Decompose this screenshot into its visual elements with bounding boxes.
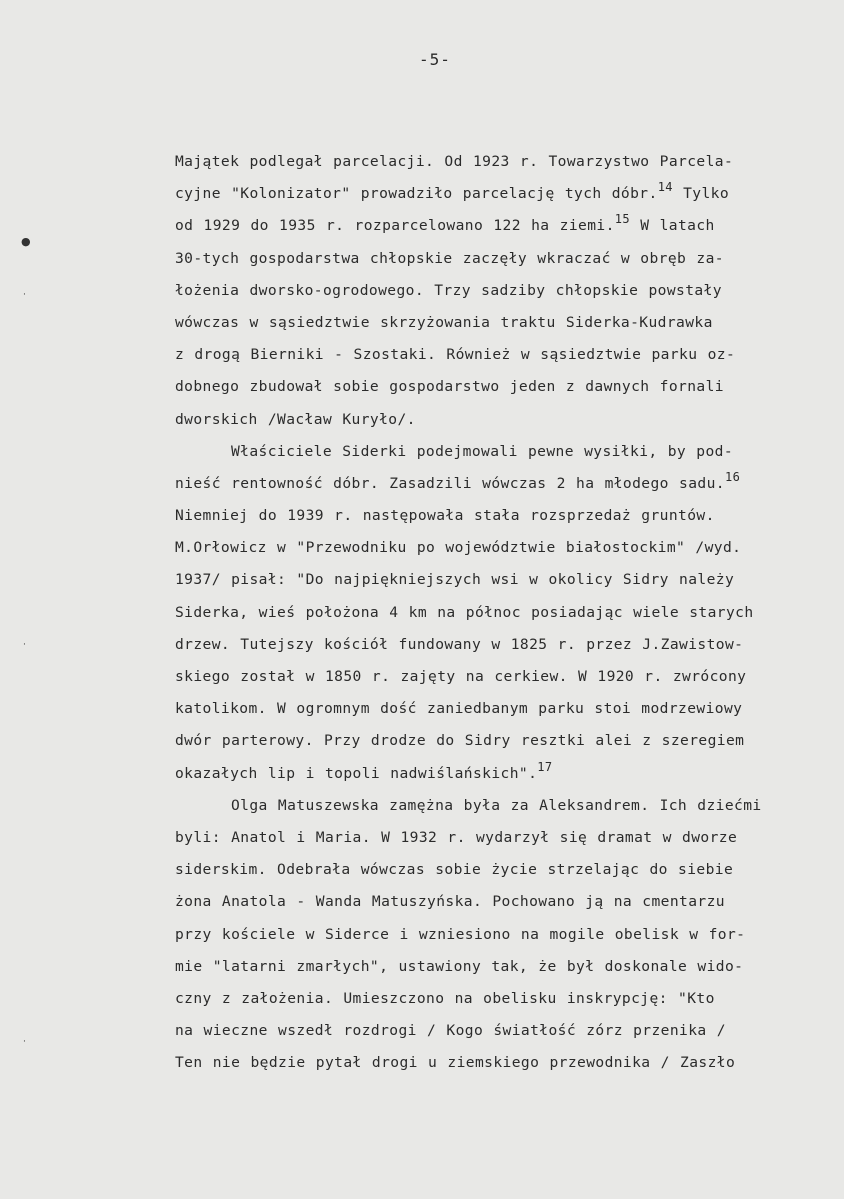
text-line [175, 532, 825, 564]
text-line [175, 597, 825, 629]
line-text: byli: Anatol i Maria. W 1932 r. wydarzył się dramat w dworze [175, 828, 738, 846]
line-text: wówczas w sąsiedztwie skrzyżowania traktu Siderka-Kudrawka [175, 313, 713, 331]
line-text: okazałych lip i topoli nadwiślańskich". [175, 764, 538, 782]
text-line [175, 790, 825, 822]
text-line [175, 1015, 825, 1047]
footnote-marker: 15 [614, 212, 631, 227]
text-line [175, 854, 825, 886]
line-text: Ten nie będzie pytał drogi u ziemskiego przewodnika / Zaszło [175, 1054, 736, 1072]
text-line [175, 661, 825, 693]
line-text: cyjne "Kolonizator" prowadziło parcelację tych dóbr. [175, 185, 658, 203]
line-text: katolikom. W ogromnym dość zaniedbanym parku stoi modrzewiowy [175, 700, 743, 718]
text-line [175, 178, 825, 210]
line-text: dwór parterowy. Przy drodze do Sidry resztki alei z szeregiem [175, 732, 745, 750]
line-text: na wieczne wszedł rozdrogi / Kogo światłość zórz przenika / [175, 1022, 726, 1040]
footnote-marker: 14 [657, 180, 673, 195]
line-text: nieść rentowność dóbr. Zasadzili wówczas 2 ha młodego sadu. [175, 474, 725, 492]
line-text: Niemniej do 1939 r. następowała stała rozsprzedaż gruntów. [175, 507, 715, 525]
text-line [175, 468, 825, 500]
line-text: mie "latarni zmarłych", ustawiony tak, że był doskonale wido- [175, 957, 744, 975]
line-text: Właściciele Siderki podejmowali pewne wysiłki, by pod- [231, 442, 734, 460]
text-line [175, 1047, 825, 1079]
line-text: Olga Matuszewska zamężna była za Aleksandrem. Ich dziećmi [231, 796, 762, 814]
line-text: czny z założenia. Umieszczono na obelisku inskrypcję: "Kto [175, 989, 715, 1007]
line-text: siderskim. Odebrała wówczas sobie życie strzelając do siebie [175, 861, 734, 879]
margin-tick-mark: · [23, 640, 26, 650]
text-line [175, 146, 825, 178]
margin-tick-mark: · [23, 1037, 26, 1047]
text-line [175, 243, 825, 275]
line-text: M.Orłowicz w "Przewodniku po województwie białostockim" /wyd. [175, 539, 742, 557]
line-text: drzew. Tutejszy kościół fundowany w 1825 r. przez J.Zawistow- [175, 635, 744, 653]
line-text: skiego został w 1850 r. zajęty na cerkiew. W 1920 r. zwrócony [175, 668, 747, 685]
page-number: -5- [419, 50, 451, 69]
text-line [175, 436, 825, 468]
line-text: łożenia dworsko-ogrodowego. Trzy sadziby chłopskie powstały [175, 281, 722, 299]
text-line [175, 725, 825, 757]
text-line [175, 629, 825, 661]
text-line [175, 339, 825, 371]
line-text: 1937/ pisał: "Do najpiękniejszych wsi w okolicy Sidry należy [175, 571, 735, 589]
line-text-continued: W latach [630, 217, 715, 235]
text-line [175, 693, 825, 725]
text-line [175, 919, 825, 951]
footnote-marker: 17 [537, 759, 553, 774]
line-text-continued: Tylko [672, 185, 730, 203]
text-line [175, 307, 825, 339]
line-text: przy kościele w Siderce i wzniesiono na mogile obelisk w for- [175, 925, 746, 943]
line-text: Majątek podlegał parcelacji. Od 1923 r. Towarzystwo Parcela- [175, 153, 734, 170]
text-line [175, 822, 825, 854]
text-line [175, 210, 825, 242]
footnote-marker: 16 [724, 469, 741, 484]
text-line [175, 500, 825, 532]
margin-hole-mark: ● [21, 235, 31, 248]
text-line [175, 758, 825, 790]
text-line [175, 951, 825, 983]
margin-tick-mark: · [23, 290, 26, 300]
line-text: dobnego zbudował sobie gospodarstwo jeden z dawnych fornali [175, 378, 724, 396]
text-line [175, 404, 825, 436]
text-line [175, 371, 825, 403]
line-text: Siderka, wieś położona 4 km na północ posiadając wiele starych [175, 603, 754, 621]
text-line [175, 886, 825, 918]
line-text: dworskich /Wacław Kuryło/. [175, 410, 416, 428]
text-line [175, 275, 825, 307]
line-text: 30-tych gospodarstwa chłopskie zaczęły wkraczać w obręb za- [175, 249, 724, 267]
line-text: żona Anatola - Wanda Matuszyńska. Pochowano ją na cmentarzu [175, 893, 725, 911]
line-text: z drogą Bierniki - Szostaki. Również w sąsiedztwie parku oz- [175, 346, 736, 364]
line-text: od 1929 do 1935 r. rozparcelowano 122 ha ziemi. [175, 217, 615, 235]
body-text [175, 146, 825, 1079]
text-line [175, 564, 825, 596]
text-line [175, 983, 825, 1015]
